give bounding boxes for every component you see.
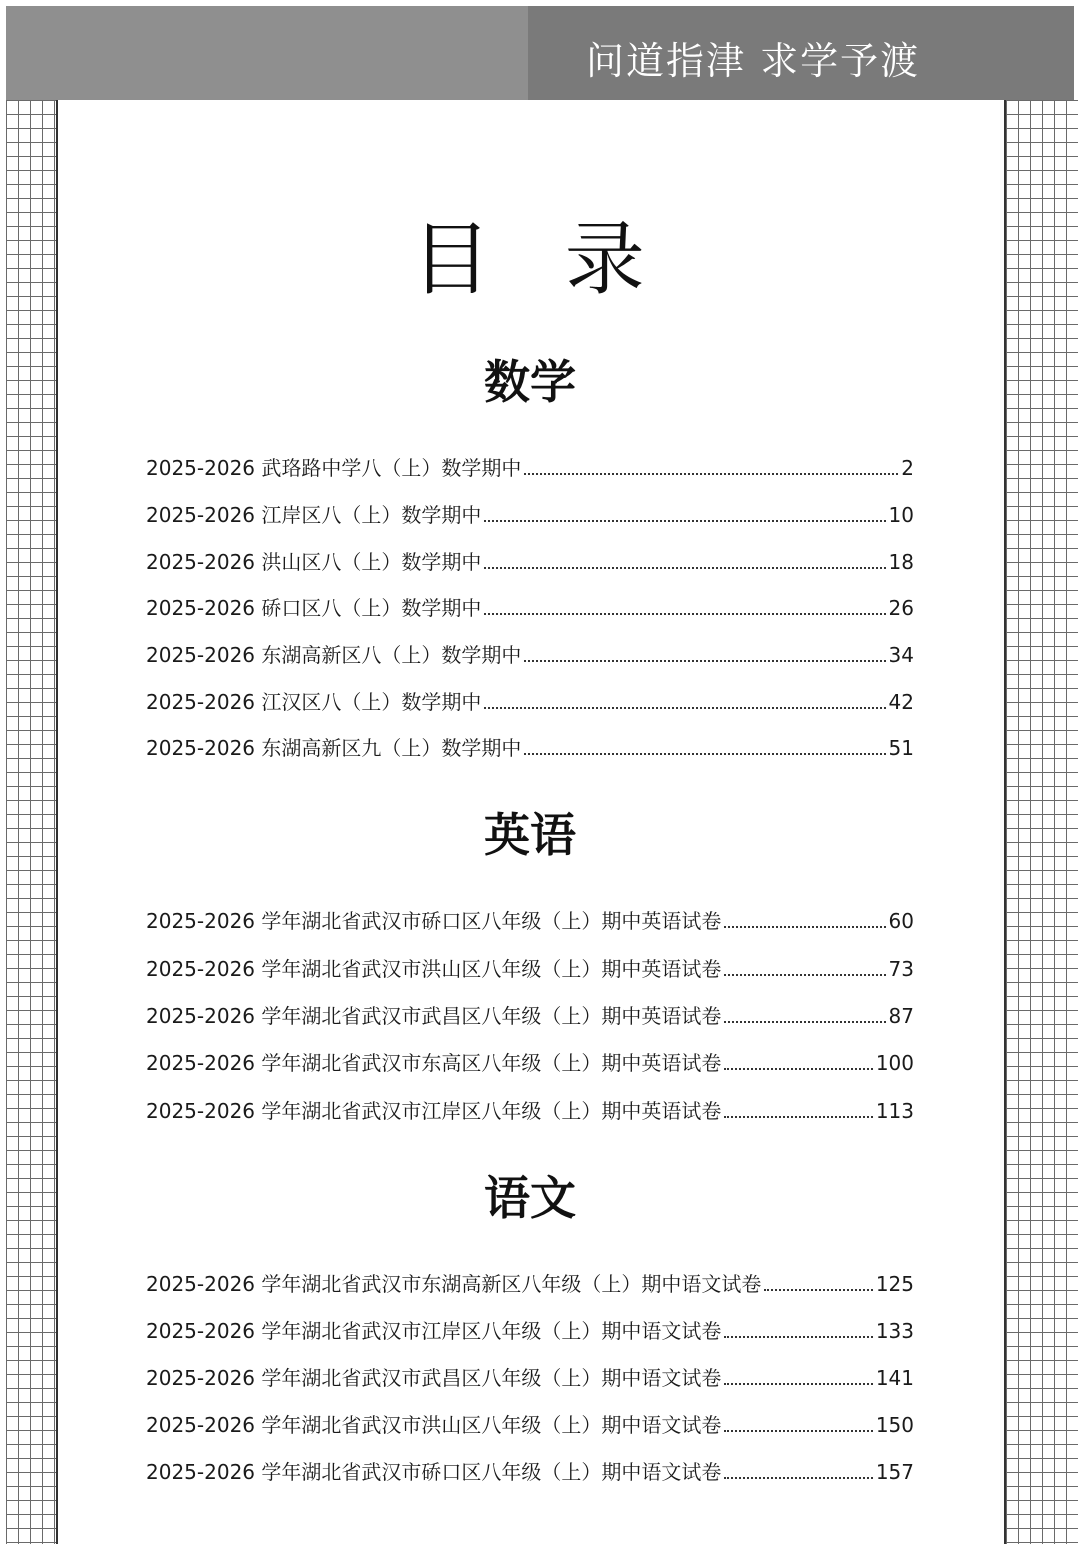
toc-leader-dots (484, 547, 885, 569)
toc-entry-title: 2025-2026 学年湖北省武汉市洪山区八年级（上）期中英语试卷 (146, 957, 722, 981)
toc-leader-dots (724, 1410, 872, 1432)
toc-entry[interactable] (146, 732, 914, 764)
toc-entry-page: 125 (875, 1272, 914, 1296)
toc-entry-page: 60 (888, 909, 914, 933)
toc-leader-dots (524, 453, 898, 475)
toc-entry[interactable] (146, 1095, 914, 1127)
toc-entry-page: 150 (875, 1413, 914, 1437)
toc-entry-page: 133 (875, 1319, 914, 1343)
toc-entry[interactable] (146, 1000, 914, 1032)
toc-entry-title: 2025-2026 学年湖北省武汉市东高区八年级（上）期中英语试卷 (146, 1051, 722, 1075)
toc-entry[interactable] (146, 1456, 914, 1488)
toc-entry-page: 100 (875, 1051, 914, 1075)
toc-leader-dots (724, 1001, 885, 1023)
toc-leader-dots (724, 1096, 872, 1118)
toc-entry-title: 2025-2026 江岸区八（上）数学期中 (146, 503, 482, 527)
toc-entry-page: 18 (888, 550, 914, 574)
toc-leader-dots (764, 1269, 872, 1291)
toc-leader-dots (524, 733, 885, 755)
toc-leader-dots (724, 1316, 872, 1338)
toc-entry-title: 2025-2026 学年湖北省武汉市武昌区八年级（上）期中语文试卷 (146, 1366, 722, 1390)
toc-leader-dots (724, 906, 885, 928)
toc-entry-page: 34 (888, 643, 914, 667)
toc-entry-title: 2025-2026 学年湖北省武汉市东湖高新区八年级（上）期中语文试卷 (146, 1272, 762, 1296)
toc-leader-dots (724, 1363, 872, 1385)
toc-entry[interactable] (146, 499, 914, 531)
toc-leader-dots (724, 1457, 872, 1479)
toc-entry-title: 2025-2026 江汉区八（上）数学期中 (146, 690, 482, 714)
toc-leader-dots (524, 640, 885, 662)
toc-leader-dots (724, 954, 885, 976)
left-grid-border (6, 100, 58, 1544)
toc-entry[interactable] (146, 452, 914, 484)
section-title-math: 数学 (484, 355, 576, 409)
toc-entry[interactable] (146, 686, 914, 718)
toc-leader-dots (484, 593, 885, 615)
toc-entry-title: 2025-2026 学年湖北省武汉市江岸区八年级（上）期中英语试卷 (146, 1099, 722, 1123)
toc-entry-page: 51 (888, 736, 914, 760)
toc-entry[interactable] (146, 592, 914, 624)
toc-entry[interactable] (146, 1362, 914, 1394)
toc-entry[interactable] (146, 546, 914, 578)
toc-entry-page: 2 (901, 456, 914, 480)
toc-entry[interactable] (146, 1315, 914, 1347)
toc-entry-title: 2025-2026 洪山区八（上）数学期中 (146, 550, 482, 574)
toc-leader-dots (484, 687, 885, 709)
page-title: 目 录 (411, 213, 669, 306)
section-title-english: 英语 (484, 808, 576, 862)
toc-entry[interactable] (146, 953, 914, 985)
toc-entry-page: 157 (875, 1460, 914, 1484)
toc-entry-title: 2025-2026 硚口区八（上）数学期中 (146, 596, 482, 620)
toc-entry-page: 73 (888, 957, 914, 981)
toc-entry[interactable] (146, 1047, 914, 1079)
toc-entry[interactable] (146, 639, 914, 671)
toc-entry-title: 2025-2026 武珞路中学八（上）数学期中 (146, 456, 522, 480)
toc-entry-page: 42 (888, 690, 914, 714)
toc-leader-dots (484, 500, 885, 522)
toc-entry-title: 2025-2026 东湖高新区九（上）数学期中 (146, 736, 522, 760)
toc-entry-page: 10 (888, 503, 914, 527)
toc-entry-page: 113 (875, 1099, 914, 1123)
toc-entry-page: 141 (875, 1366, 914, 1390)
toc-entry-page: 87 (888, 1004, 914, 1028)
toc-entry-title: 2025-2026 学年湖北省武汉市武昌区八年级（上）期中英语试卷 (146, 1004, 722, 1028)
toc-entry[interactable] (146, 1409, 914, 1441)
toc-entry[interactable] (146, 905, 914, 937)
header-slogan: 问道指津 求学予渡 (586, 39, 921, 83)
toc-entry-title: 2025-2026 学年湖北省武汉市硚口区八年级（上）期中语文试卷 (146, 1460, 722, 1484)
toc-entry-title: 2025-2026 东湖高新区八（上）数学期中 (146, 643, 522, 667)
toc-entry-title: 2025-2026 学年湖北省武汉市江岸区八年级（上）期中语文试卷 (146, 1319, 722, 1343)
right-grid-border (1004, 100, 1078, 1544)
section-title-chinese: 语文 (484, 1171, 576, 1225)
toc-entry[interactable] (146, 1268, 914, 1300)
toc-entry-title: 2025-2026 学年湖北省武汉市硚口区八年级（上）期中英语试卷 (146, 909, 722, 933)
toc-entry-title: 2025-2026 学年湖北省武汉市洪山区八年级（上）期中语文试卷 (146, 1413, 722, 1437)
toc-entry-page: 26 (888, 596, 914, 620)
toc-leader-dots (724, 1048, 872, 1070)
